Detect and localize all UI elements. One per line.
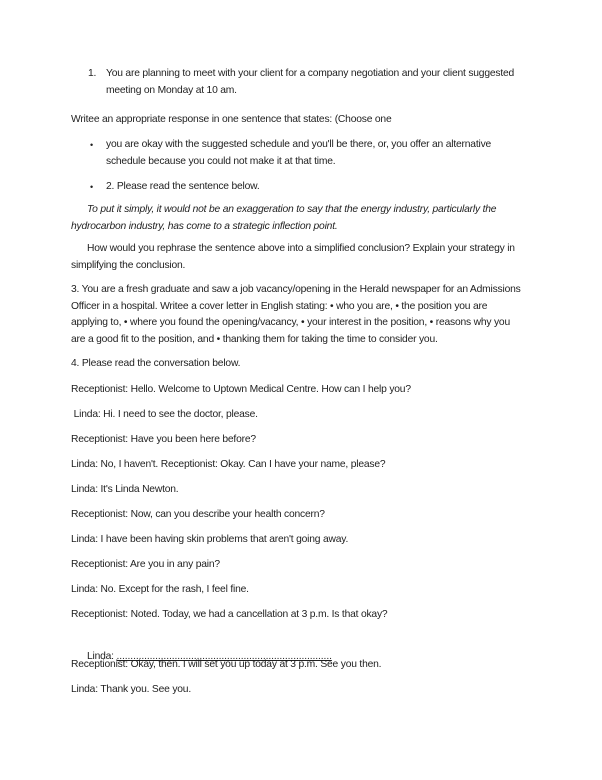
prompt-line: Writee an appropriate response in one sentence that states: (Choose one xyxy=(71,114,392,125)
bullet-option-2 xyxy=(71,179,542,196)
question-1-line: meeting on Monday at 10 am. xyxy=(106,84,237,96)
conversation-line: Receptionist: Are you in any pain? xyxy=(71,559,220,570)
conversation-line: Receptionist: Hello. Welcome to Uptown Medical Centre. How can I help you? xyxy=(71,384,411,395)
conversation-line: Linda: No, I haven't. Receptionist: Okay. Can I have your name, please? xyxy=(71,459,386,470)
question-1 xyxy=(71,66,542,99)
question-3-line: applying to, • where you found the opening/vacancy, • your interest in the position, • reasons why you xyxy=(71,317,510,328)
quote-paragraph xyxy=(71,202,542,235)
conversation-line: Receptionist: Now, can you describe your health concern? xyxy=(71,509,325,520)
bullet-option-1-line: you are okay with the suggested schedule and you'll be there, or, you offer an alternative xyxy=(106,139,492,150)
bullet-option-1 xyxy=(71,137,542,170)
conversation-line: Receptionist: Okay, then. I will set you up today at 3 p.m. See you then. xyxy=(71,659,382,670)
quote-line: hydrocarbon industry, has come to a strategic inflection point. xyxy=(71,220,338,232)
conversation-line: Linda: No. Except for the rash, I feel fine. xyxy=(71,584,249,595)
bullet-icon: • xyxy=(90,140,93,150)
answer-blank-dots: .............................................................................. xyxy=(116,650,332,662)
rephrase-line: simplifying the conclusion. xyxy=(71,259,186,271)
conversation-line: Linda: I have been having skin problems that aren't going away. xyxy=(71,534,349,545)
rephrase-instruction xyxy=(71,241,542,274)
question-3 xyxy=(71,282,542,348)
conversation xyxy=(71,382,542,699)
conversation-line: Receptionist: Noted. Today, we had a cancellation at 3 p.m. Is that okay? xyxy=(71,609,388,620)
question-3-line: 3. You are a fresh graduate and saw a job vacancy/opening in the Herald newspaper for an Admissions xyxy=(71,284,521,295)
conversation-line: Linda: Hi. I need to see the doctor, please. xyxy=(71,409,258,420)
quote-line: To put it simply, it would not be an exaggeration to say that the energy industry, particularly the xyxy=(87,204,497,215)
prompt-choose-one xyxy=(71,112,542,129)
question-4-line: 4. Please read the conversation below. xyxy=(71,358,241,369)
question-2-line: 2. Please read the sentence below. xyxy=(106,181,260,192)
question-3-line: are a good fit to the position, and • thanking them for taking the time to consider you. xyxy=(71,333,438,345)
question-1-line: You are planning to meet with your client for a company negotiation and your client suggested xyxy=(106,68,515,79)
rephrase-line: How would you rephrase the sentence above into a simplified conclusion? Explain your strategy in xyxy=(87,243,515,254)
answer-blank-line xyxy=(71,632,542,662)
question-3-line: Officer in a hospital. Writee a cover letter in English stating: • who you are, • the position you are xyxy=(71,300,488,312)
question-4 xyxy=(71,356,542,373)
bullet-icon: • xyxy=(90,182,93,192)
list-number: 1. xyxy=(88,68,97,79)
bullet-option-1-line: schedule because you could not make it at that time. xyxy=(106,155,336,167)
conversation-line: Linda: It's Linda Newton. xyxy=(71,484,179,495)
conversation-line: Linda: Thank you. See you. xyxy=(71,684,191,695)
answer-blank-speaker: Linda: xyxy=(86,650,117,662)
conversation-line: Receptionist: Have you been here before? xyxy=(71,434,256,445)
